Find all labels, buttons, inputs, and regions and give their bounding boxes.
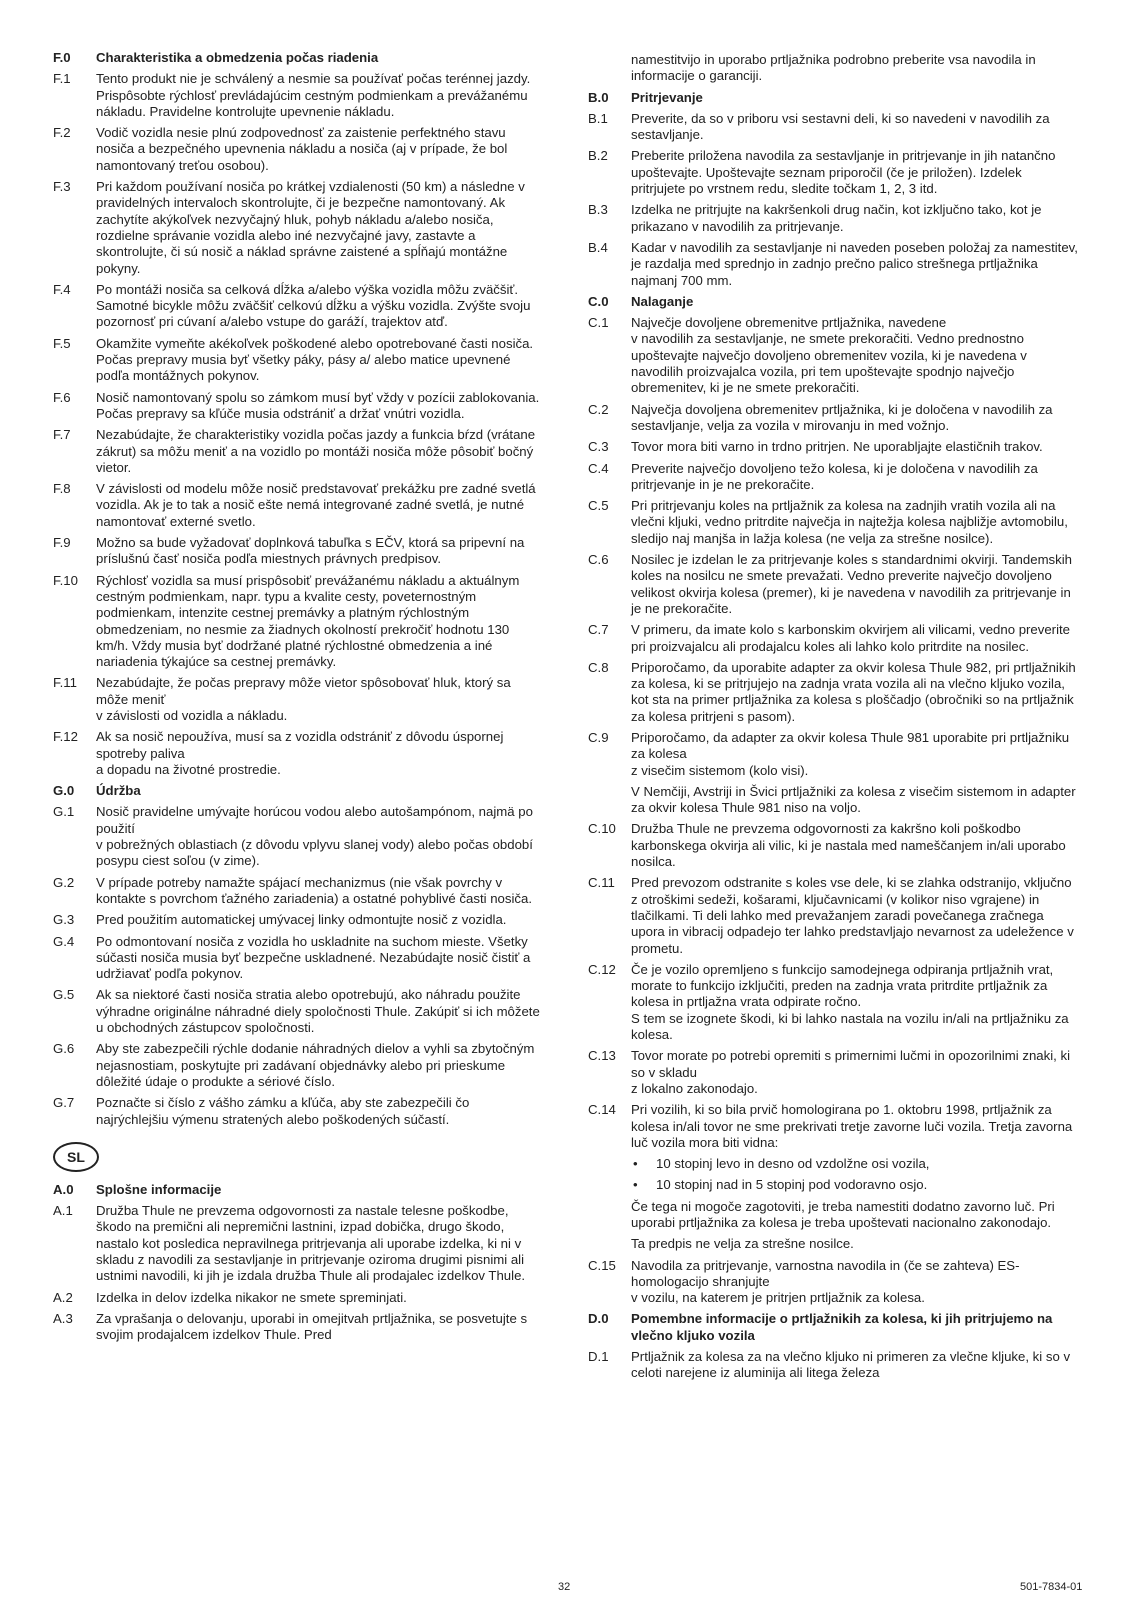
section-heading-a-0 (53, 1182, 543, 1198)
clause-c-4 (588, 461, 1078, 494)
section-title: Splošne informacije (96, 1181, 222, 1197)
section-title: Nalaganje (631, 293, 694, 309)
clause-text: Prtljažnik za kolesa za na vlečno kljuko ni primeren za vlečne kljuke, ki so v celoti narejene iz aluminija ali litega železa (631, 1349, 1071, 1381)
clause-number: B.4 (588, 239, 608, 255)
clause-number: G.5 (53, 987, 75, 1003)
clause-text: Ak sa niektoré časti nosiča stratia alebo opotrebujú, ako náhradu použite výhradne originálne náhradné diely spoločnosti Thule. Zakúpiť si ich môžete u obchodných zástupcov spoločnosti. (96, 987, 540, 1036)
clause-text: Za vprašanja o delovanju, uporabi in omejitvah prtljažnika, se posvetujte s svojim prodajalcem izdelkov Thule. Pred (96, 1310, 528, 1343)
clause-g-6 (53, 1041, 543, 1090)
clause-number: C.7 (588, 622, 609, 638)
clause-text: Aby ste zabezpečili rýchle dodanie náhradných dielov a vyhli sa zbytočným nejasnostiam, poskytujte pri zadávaní objednávky alebo pri prieskume dôležité údaje o produkte a sériové číslo. (96, 1041, 535, 1089)
clause-number: A.1 (53, 1203, 73, 1219)
clause-text: Kadar v navodilih za sestavljanje ni naveden poseben položaj za namestitev, je razdalja med sprednjo in zadnjo prečno palico strešnega prtljažnika najmanj 700 mm. (631, 239, 1078, 288)
clause-text: Izdelka in delov izdelka nikakor ne smete spreminjati. (96, 1289, 407, 1305)
clause-number: C.8 (588, 659, 609, 675)
page-number: 32 (558, 1581, 571, 1593)
clause-text: V prípade potreby namažte spájací mechanizmus (nie však povrchy v kontakte s povrchom ťažného zariadenia) a ostatné pohyblivé časti nosiča. (96, 874, 532, 906)
clause-number: C.2 (588, 401, 609, 417)
clause-text: Možno sa bude vyžadovať doplnková tabuľka s EČV, ktorá sa pripevní na príslušnú časť nosiča podľa miestnych právnych predpisov. (96, 535, 525, 567)
clause-f-12 (53, 729, 543, 778)
clause-number: F.7 (53, 427, 71, 443)
clause-c-7 (588, 622, 1078, 655)
section-number: A.0 (53, 1181, 74, 1197)
clause-number: G.2 (53, 874, 75, 890)
section-heading-f-0 (53, 50, 543, 66)
clause-b-4 (588, 240, 1078, 289)
clause-c-12 (588, 962, 1078, 1043)
section-number: G.0 (53, 783, 75, 799)
clause-number: F.6 (53, 389, 71, 405)
clause-text: Izdelka ne pritrjujte na kakršenkoli drug način, kot izključno tako, kot je prikazano v navodilih za pritrjevanje. (631, 202, 1042, 234)
bullet-item: • 10 stopinj levo in desno od vzdolžne osi vozila, (631, 1156, 1078, 1172)
clause-f-1 (53, 71, 543, 120)
clause-number: G.1 (53, 804, 75, 820)
clause-number: F.8 (53, 481, 71, 497)
clause-text: Nezabúdajte, že počas prepravy môže vietor spôsobovať hluk, ktorý sa môže meniť v závislosti od vozidla a nákladu. (96, 675, 511, 723)
clause-text: Pri vozilih, ki so bila prvič homologirana po 1. oktobru 1998, prtljažnik za kolesa in/ali tovor ne sme prekrivati tretje zavorne luči vozila. Tretja zavorna luč vozila mora biti vidna: (631, 1102, 1073, 1150)
clause-number: F.5 (53, 335, 71, 351)
clause-a-1 (53, 1203, 543, 1284)
clause-number: C.6 (588, 552, 609, 568)
section-heading-b-0 (588, 90, 1078, 106)
section-title: Pritrjevanje (631, 89, 703, 105)
clause-f-6 (53, 390, 543, 423)
clause-f-10 (53, 573, 543, 671)
clause-b-2 (588, 148, 1078, 197)
clause-number: G.7 (53, 1095, 75, 1111)
clause-f-4 (53, 282, 543, 331)
clause-text: Po odmontovaní nosiča z vozidla ho uskladnite na suchom mieste. Všetky súčasti nosiča musia byť bezpečne uskladnené. Nezabúdajte nosič čistiť a udržiavať podľa pokynov. (96, 933, 531, 982)
clause-text: Nosič namontovaný spolu so zámkom musí byť vždy v pozícii zablokovania. Počas prepravy sa kľúče musia odstrániť a držať vnútri vozidla. (96, 389, 540, 421)
clause-number: C.3 (588, 439, 609, 455)
clause-number: F.3 (53, 179, 71, 195)
clause-f-3 (53, 179, 543, 277)
clause-b-3 (588, 202, 1078, 235)
clause-text: Pred použitím automatickej umývacej linky odmontujte nosič z vozidla. (96, 912, 507, 928)
section-title: Charakteristika a obmedzenia počas riadenia (96, 50, 379, 65)
clause-number: C.10 (588, 821, 616, 837)
clause-text: Okamžite vymeňte akékoľvek poškodené alebo opotrebované časti nosiča. Počas prepravy musia byť všetky páky, pásy a/ alebo matice upevnené podľa montážnych pokynov. (96, 335, 534, 384)
clause-f-9 (53, 535, 543, 568)
clause-c-11 (588, 875, 1078, 956)
clause-text: Nosilec je izdelan le za pritrjevanje koles s standardnimi okvirji. Tandemskih koles na nosilcu ne smete prevažati. Vedno preverite največjo dovoljeno velikost okvirja kolesa (premer), ki je navedena v navodilih za pritrjevanje in je ne prekoračite. (631, 552, 1073, 616)
clause-number: A.3 (53, 1310, 73, 1326)
right-column (588, 52, 1078, 1387)
clause-c-6 (588, 552, 1078, 617)
clause-text: V závislosti od modelu môže nosič predstavovať prekážku pre zadné svetlá vozidla. Ak je to tak a nosič ešte nemá integrované zadné svetlá, je nutné namontovať externé svetlo. (96, 481, 536, 529)
clause-text: Ak sa nosič nepoužíva, musí sa z vozidla odstrániť z dôvodu úspornej spotreby paliva a dopadu na životné prostredie. (96, 729, 504, 777)
clause-text: Če je vozilo opremljeno s funkcijo samodejnega odpiranja prtljažnih vrat, morate to funkcijo izključiti, preden na zadnja vrata pritrdite prtljažnik za kolesa in prtljažna vrata odpirate ročno. S tem se izognete škodi, ki bi lahko nastala na vozilu in/ali na prtljažniku za kolesa. (631, 961, 1069, 1043)
clause-c-3 (588, 439, 1078, 455)
clause-text: Rýchlosť vozidla sa musí prispôsobiť prevážanému nákladu a aktuálnym cestným podmienkam, napr. typu a kvalite cesty, poveternostným podmienkam, intenzite cestnej premávky a platným rýchlostným obmedzeniam, no nesmie za žiadnych okolností prekročiť hodnotu 130 km/h. Vždy musia byť dodržané platné rýchlostné obmedzenia a iné nariadenia týkajúce sa cestnej premávky. (96, 572, 520, 670)
clause-g-7 (53, 1095, 543, 1128)
clause-text: Preverite, da so v priboru vsi sestavni deli, ki so navedeni v navodilih za sestavljanje. (631, 110, 1050, 143)
clause-a-2 (53, 1290, 543, 1306)
section-number: C.0 (588, 293, 609, 309)
clause-number: F.12 (53, 729, 78, 745)
clause-g-2 (53, 875, 543, 908)
clause-number: F.4 (53, 281, 71, 297)
clause-c-2 (588, 402, 1078, 435)
clause-c-5 (588, 498, 1078, 547)
section-heading-d-0 (588, 1311, 1078, 1344)
clause-c-9 (588, 730, 1078, 779)
section-title: Pomembne informacije o prtljažnikih za kolesa, ki jih pritrjujemo na vlečno kljuko vozila (631, 1311, 1053, 1343)
clause-f-8 (53, 481, 543, 530)
clause-text: Največje dovoljene obremenitve prtljažnika, navedene v navodilih za sestavljanje, ne smete prekoračiti. Vedno prednostno upoštevajte največjo dovoljeno obremenitev vozila, ki je navedena v navodilih proizvajalca vozila, pri tem upoštevajte spodnjo največjo obremenitev, ki je ne smete prekoračiti. (631, 315, 1027, 396)
clause-number: F.10 (53, 572, 78, 588)
clause-c-1 (588, 315, 1078, 396)
clause-number: B.3 (588, 202, 608, 218)
paragraph: Če tega ni mogoče zagotoviti, je treba namestiti dodatno zavorno luč. Pri uporabi prtljažnika za kolesa je treba upoštevati nacionalno zakonodajo. (631, 1198, 1055, 1230)
clause-text: V primeru, da imate kolo s karbonskim okvirjem ali vilicami, vedno preverite pri proizvajalcu ali prodajalcu koles ali lahko kolo pritrdite na nosilec. (631, 622, 1071, 654)
clause-number: C.14 (588, 1102, 616, 1118)
paragraph: V Nemčiji, Avstriji in Švici prtljažniki za kolesa z visečim sistemom in adapter za okvir kolesa Thule 981 niso na voljo. (631, 783, 1076, 816)
document-code: 501-7834-01 (1020, 1581, 1083, 1593)
section-title: Údržba (96, 783, 141, 799)
section-heading-c-0 (588, 294, 1078, 310)
clause-number: G.4 (53, 933, 75, 949)
clause-g-4 (53, 934, 543, 983)
clause-text: Tovor mora biti varno in trdno pritrjen. Ne uporabljajte elastičnih trakov. (631, 439, 1043, 455)
clause-number: G.6 (53, 1041, 75, 1057)
clause-number: B.2 (588, 148, 608, 164)
clause-c-8 (588, 660, 1078, 725)
clause-f-2 (53, 125, 543, 174)
left-column (53, 50, 543, 1348)
clause-text: Družba Thule ne prevzema odgovornosti za kakršno koli poškodbo karbonskega okvirja ali vilic, ki je nastala med nameščanjem in/ali uporabo nosilca. (631, 821, 1066, 870)
clause-f-5 (53, 336, 543, 385)
clause-number: C.11 (588, 875, 615, 891)
language-badge: SL (53, 1142, 99, 1172)
clause-number: C.15 (588, 1257, 616, 1273)
clause-number: G.3 (53, 912, 75, 928)
clause-text: Priporočamo, da uporabite adapter za okvir kolesa Thule 982, pri prtljažnikih za kolesa, ki se pritrjujejo na zadnja vrata vozila ali na vlečno kljuko vozila, kot sta na primer prtljažnika za kolesa s ploščadjo (obročniki so na prtljažnik za kolesa pritrjeni s pasom). (631, 659, 1076, 724)
clause-text: Preberite priložena navodila za sestavljanje in pritrjevanje in jih natančno upoštevajte. Upoštevajte seznam priporočil (če je priložen). Izdelek pritrjujete po vrstnem redu, sledite točkam 1, 2, 3 itd. (631, 148, 1056, 197)
clause-a-3 (53, 1311, 543, 1344)
clause-number: D.1 (588, 1349, 609, 1365)
clause-text: Pri každom používaní nosiča po krátkej vzdialenosti (50 km) a následne v pravidelných intervaloch skontrolujte, či je bezpečne namontovaný. Ak zachytíte akýkoľvek nezvyčajný hluk, pohyb nákladu a/alebo nosiča, rozdielne správanie vozidla alebo iné nezvyčajné javy, zastavte a skontrolujte, či sú nosič a náklad správne zaistené a spĺňajú montážne pokyny. (96, 179, 525, 276)
section-number: B.0 (588, 89, 609, 105)
clause-g-5 (53, 987, 543, 1036)
clause-text: Navodila za pritrjevanje, varnostna navodila in (če se zahteva) ES-homologacijo shranjujte v vozilu, na katerem je pritrjen prtljažnik za kolesa. (631, 1257, 1020, 1306)
clause-text: Največja dovoljena obremenitev prtljažnika, ki je določena v navodilih za sestavljanje, velja za vozila v mirovanju in med vožnjo. (631, 401, 1053, 433)
section-heading-g-0 (53, 783, 543, 799)
clause-text: Pred prevozom odstranite s koles vse dele, ki se zlahka odstranijo, vključno z otroškimi sedeži, košarami, ključavnicami (v kolikor niso vgrajene) in tlačilkami. Ti deli lahko med prevažanjem zaradi povečanega zračnega upora in vibracij odpadejo ter lahko predstavljajo nevarnost za udeležence v prometu. (631, 875, 1074, 956)
clause-text: Priporočamo, da adapter za okvir kolesa Thule 981 uporabite pri prtljažniku za kolesa z visečim sistemom (kolo visi). (631, 729, 1070, 778)
clause-number: C.13 (588, 1048, 616, 1064)
clause-text: Preverite največjo dovoljeno težo kolesa, ki je določena v navodilih za pritrjevanje in je ne prekoračite. (631, 460, 1038, 492)
clause-text: Vodič vozidla nesie plnú zodpovednosť za zaistenie perfektného stavu nosiča a bezpečného upevnenia nákladu a nosiča (aj v prípade, že bol namontovaný treťou osobou). (96, 125, 508, 173)
clause-number: F.1 (53, 71, 71, 87)
section-number: F.0 (53, 50, 71, 65)
clause-c-14 (588, 1102, 1078, 1151)
clause-number: A.2 (53, 1289, 73, 1305)
clause-number: C.5 (588, 498, 609, 514)
clause-text: Po montáži nosiča sa celková dĺžka a/alebo výška vozidla môžu zväčšiť. Samotné bicykle môžu zväčšiť celkovú dĺžku a výšku vozidla. Zvýšte svoju pozornosť pri cúvaní a/alebo vstupe do garáží, trajektov atď. (96, 281, 531, 330)
clause-number: F.9 (53, 535, 71, 551)
clause-c-13 (588, 1048, 1078, 1097)
paragraph: namestitvijo in uporabo prtljažnika podrobno preberite vsa navodila in informacije o garanciji. (631, 52, 1036, 84)
clause-number: C.12 (588, 961, 616, 977)
bullet-item: • 10 stopinj nad in 5 stopinj pod vodoravno osjo. (631, 1177, 1078, 1193)
clause-number: F.2 (53, 125, 71, 141)
clause-text: Družba Thule ne prevzema odgovornosti za nastale telesne poškodbe, škodo na premični ali nepremični lastnini, izpad dobička, drugo škodo, nastalo kot posledica nepravilnega pritrjevanja ali uporabe izdelka, ki ni v skladu z navodili za sestavljanje in pritrjevanje oziroma drugimi pisnimi ali ustnimi navodili, ki jih je izdala družba Thule ali prodajalec izdelkov Thule. (96, 1203, 526, 1284)
clause-text: Tovor morate po potrebi opremiti s primernimi lučmi in opozorilnimi znaki, ki so v skladu z lokalno zakonodajo. (631, 1048, 1070, 1096)
bullet-list (588, 1156, 1078, 1194)
clause-number: C.9 (588, 729, 609, 745)
clause-d-1 (588, 1349, 1078, 1382)
clause-text: Nezabúdajte, že charakteristiky vozidla počas jazdy a funkcia bŕzd (vrátane zákrut) sa môžu meniť a na vozidlo po montáži nosiča môže pôsobiť bočný vietor. (96, 427, 536, 475)
clause-text: Poznačte si číslo z vášho zámku a kľúča, aby ste zabezpečili čo najrýchlejšiu výmenu stratených alebo poškodených súčastí. (96, 1095, 470, 1127)
clause-c-15 (588, 1258, 1078, 1307)
clause-f-7 (53, 427, 543, 476)
clause-g-3 (53, 912, 543, 928)
clause-b-1 (588, 111, 1078, 144)
clause-number: C.4 (588, 460, 609, 476)
clause-number: B.1 (588, 110, 608, 126)
clause-g-1 (53, 804, 543, 869)
clause-text: Tento produkt nie je schválený a nesmie sa používať počas terénnej jazdy. Prispôsobte rýchlosť prevládajúcim cestným podmienkam a prevážanému nákladu. Pravidelne kontrolujte upevnenie nákladu. (96, 71, 531, 119)
clause-text: Nosič pravidelne umývajte horúcou vodou alebo autošampónom, najmä po použití v pobrežných oblastiach (z dôvodu vplyvu slanej vody) alebo počas období posypu ciest soľou (v zime). (96, 804, 533, 869)
clause-number: C.1 (588, 315, 609, 331)
clause-number: F.11 (53, 675, 77, 691)
section-number: D.0 (588, 1311, 609, 1327)
clause-c-10 (588, 821, 1078, 870)
paragraph: Ta predpis ne velja za strešne nosilce. (631, 1236, 854, 1252)
clause-text: Pri pritrjevanju koles na prtljažnik za kolesa na zadnjih vratih vozila ali na vlečni kljuki, vedno pritrdite največja in najtežja kolesa najbližje avtomobilu, sledijo naj manjša in lažja kolesa (ne velja za strešne nosilce). (631, 498, 1068, 546)
clause-f-11 (53, 675, 543, 724)
